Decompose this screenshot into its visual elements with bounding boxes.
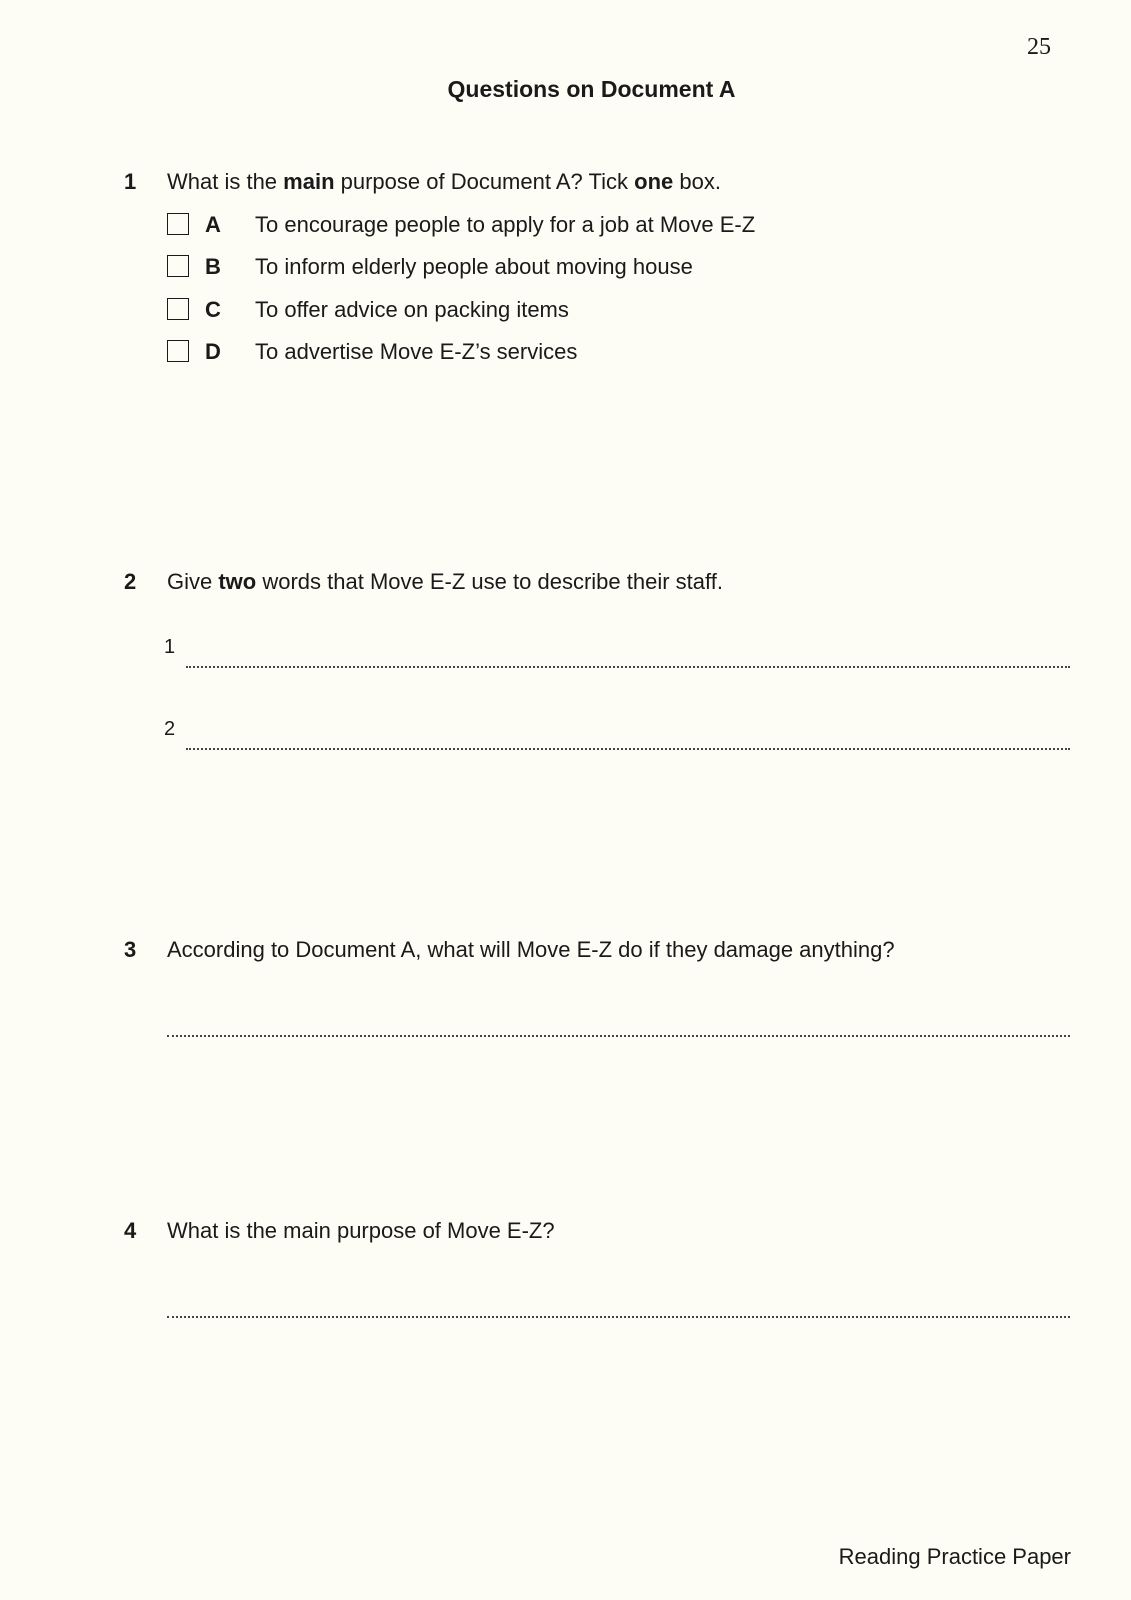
- answer-label-1: 1: [164, 636, 176, 658]
- question-text-part: purpose of Document A? Tick: [334, 169, 635, 194]
- emphasis-main: main: [283, 169, 335, 194]
- question-number: 4: [124, 1218, 137, 1243]
- option-text: To inform elderly people about moving house: [255, 254, 693, 279]
- option-letter: B: [205, 254, 221, 279]
- question-text: According to Document A, what will Move E-Z do if they damage anything?: [167, 937, 895, 962]
- emphasis-one: one: [634, 169, 674, 194]
- page-title: Questions on Document A: [447, 76, 736, 102]
- checkbox-c[interactable]: [167, 298, 189, 320]
- option-text: To encourage people to apply for a job at Move E-Z: [255, 212, 756, 237]
- answer-line[interactable]: [167, 1013, 1070, 1037]
- question-number: 1: [124, 169, 137, 194]
- option-letter: C: [205, 297, 221, 322]
- answer-label-2: 2: [164, 718, 176, 740]
- checkbox-d[interactable]: [167, 340, 189, 362]
- question-text: [167, 169, 721, 195]
- question-number: 3: [124, 937, 137, 962]
- page-number: 25: [1027, 34, 1051, 60]
- option-text: To advertise Move E-Z’s services: [255, 339, 578, 364]
- question-text-part: What is the: [167, 169, 284, 194]
- question-text-part: words that Move E-Z use to describe their staff.: [256, 569, 723, 594]
- question-number: 2: [124, 569, 137, 594]
- emphasis-two: two: [218, 569, 257, 594]
- checkbox-a[interactable]: [167, 213, 189, 235]
- question-text: [167, 569, 723, 595]
- checkbox-b[interactable]: [167, 255, 189, 277]
- answer-line[interactable]: [167, 1294, 1070, 1318]
- question-text-part: box.: [673, 169, 721, 194]
- option-text: To offer advice on packing items: [255, 297, 569, 322]
- answer-line-2[interactable]: [186, 726, 1070, 750]
- footer-text: Reading Practice Paper: [838, 1544, 1071, 1569]
- question-text-part: Give: [167, 569, 219, 594]
- answer-line-1[interactable]: [186, 644, 1070, 668]
- option-letter: D: [205, 339, 221, 364]
- question-text: What is the main purpose of Move E-Z?: [167, 1218, 555, 1243]
- option-letter: A: [205, 212, 221, 237]
